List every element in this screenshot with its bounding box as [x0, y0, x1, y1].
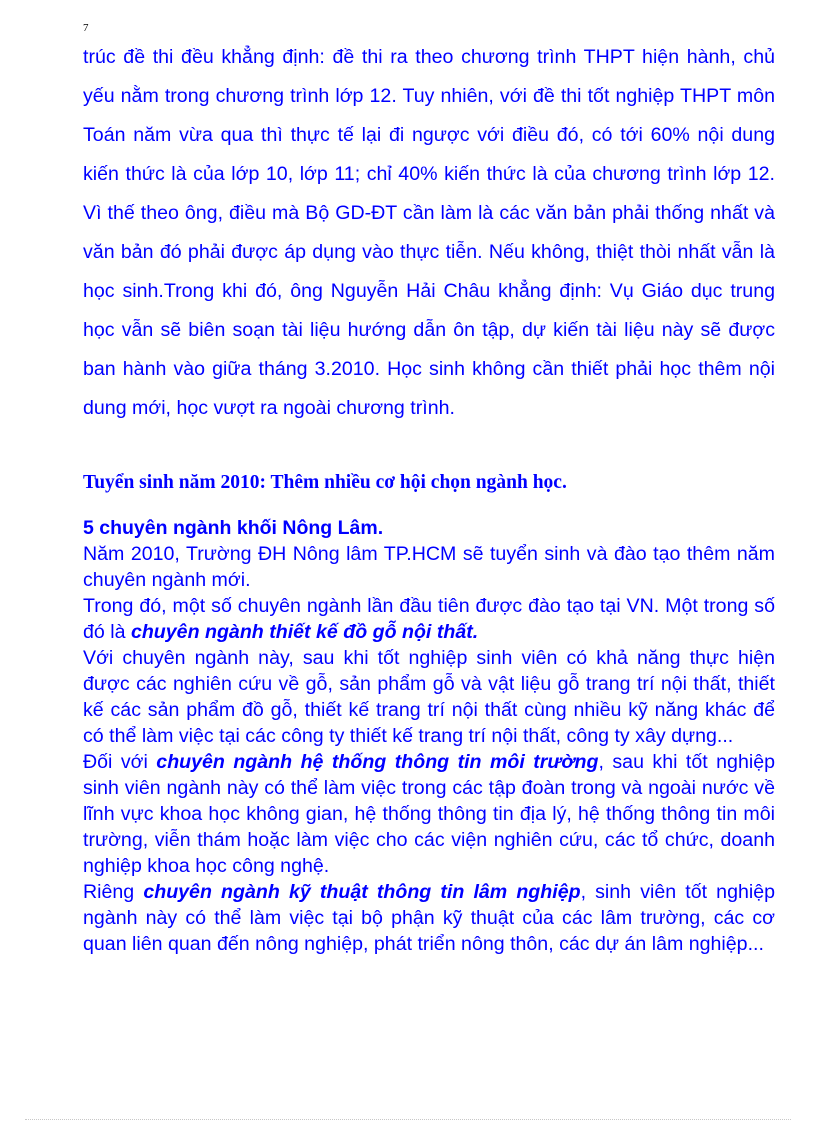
paragraph-text: , sinh viên tốt nghiệp ngành này có thể làm việc tại bộ phận kỹ thuật của các lâm trường, các cơ quan liên quan đến nông nghiệp, phát triển nông thôn, các dự án lâm nghiệp...	[83, 881, 776, 955]
paragraph-furniture-design: Với chuyên ngành này, sau khi tốt nghiệp sinh viên có khả năng thực hiện được các nghiên cứu về gỗ, sản phẩm gỗ và vật liệu gỗ trang trí nội thất, thiết kế các sản phẩm đồ gỗ, thiết kế trang trí nội thất cùng nhiều kỹ năng khác để có thể làm việc tại các công ty thiết kế trang trí nội thất, công ty xây dựng...	[83, 647, 775, 747]
paragraph-new-majors: Năm 2010, Trường ĐH Nông lâm TP.HCM sẽ tuyển sinh và đào tạo thêm năm chuyên ngành mới.	[83, 543, 775, 591]
page-number: 7	[83, 22, 89, 34]
paragraph-text: Đối với	[83, 751, 157, 773]
subheading: 5 chuyên ngành khối Nông Lâm.	[83, 517, 384, 539]
paragraph-environmental-info	[83, 749, 775, 879]
paragraph-text: , sau khi tốt nghiệp sinh viên ngành này có thể làm việc trong các tập đoàn trong và ngoài nước về lĩnh vực khoa học không gian, hệ thống thông tin địa lý, hệ thống thông tin môi trường, viễn thám hoặc làm việc cho các viện nghiên cứu, các tổ chức, doanh nghiệp khoa học công nghệ.	[83, 751, 775, 877]
intro-paragraph: trúc đề thi đều khẳng định: đề thi ra theo chương trình THPT hiện hành, chủ yếu nằm trong chương trình lớp 12. Tuy nhiên, với đề thi tốt nghiệp THPT môn Toán năm vừa qua thì thực tế lại đi ngược với điều đó, có tới 60% nội dung kiến thức là của lớp 10, lớp 11; chỉ 40% kiến thức là của chương trình lớp 12. Vì thế theo ông, điều mà Bộ GD-ĐT cần làm là các văn bản phải thống nhất và văn bản đó phải được áp dụng vào thực tiễn. Nếu không, thiệt thòi nhất vẫn là học sinh.Trong khi đó, ông Nguyễn Hải Châu khẳng định: Vụ Giáo dục trung học vẫn sẽ biên soạn tài liệu hướng dẫn ôn tập, dự kiến tài liệu này sẽ được ban hành vào giữa tháng 3.2010. Học sinh không cần thiết phải học thêm nội dung mới, học vượt ra ngoài chương trình.	[83, 46, 775, 419]
emphasis-forestry-info-major: chuyên ngành kỹ thuật thông tin lâm nghiệp	[143, 881, 581, 903]
paragraph-forestry-info	[83, 879, 775, 957]
emphasis-environmental-info-major: chuyên ngành hệ thống thông tin môi trường	[156, 751, 599, 773]
page-bottom-divider	[25, 1119, 791, 1120]
paragraph-text: Trong đó, một số chuyên ngành lần đầu tiên được đào tạo tại VN. Một trong số đó là	[83, 595, 775, 643]
paragraph-text: Riêng	[83, 881, 144, 903]
emphasis-furniture-design-major: chuyên ngành thiết kế đồ gỗ nội thất.	[130, 621, 479, 643]
paragraph-first-time-majors	[83, 593, 775, 645]
document-body	[83, 38, 775, 957]
section-heading: Tuyển sinh năm 2010: Thêm nhiều cơ hội chọn ngành học.	[83, 472, 567, 493]
